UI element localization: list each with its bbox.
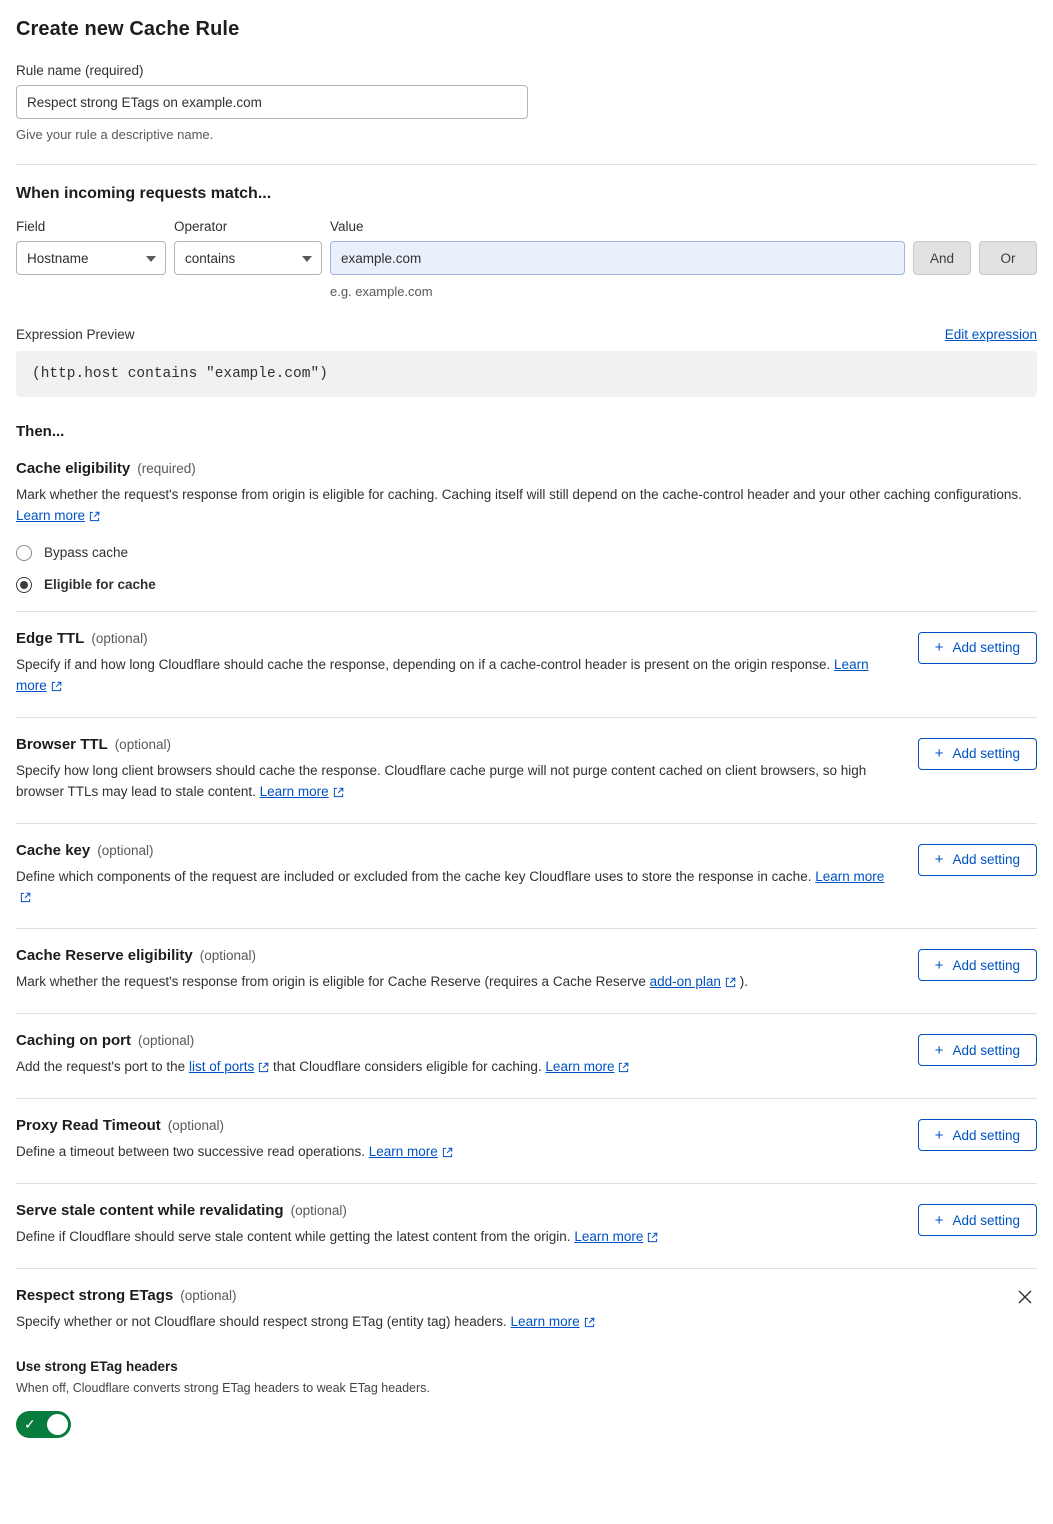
add-setting-button-browser-ttl[interactable] xyxy=(918,738,1037,770)
setting-description-text: Define which components of the request are included or excluded from the cache key Cloudflare uses to store the response in cache. xyxy=(16,868,812,884)
setting-caching-on-port xyxy=(16,1013,1037,1098)
setting-description xyxy=(16,1227,886,1250)
setting-title: Serve stale content while revalidating xyxy=(16,1202,284,1220)
setting-description-text: Define a timeout between two successive read operations. xyxy=(16,1144,365,1160)
add-setting-button-proxy-read-timeout[interactable] xyxy=(918,1119,1037,1151)
field-label: Field xyxy=(16,219,46,234)
setting-cache-key xyxy=(16,823,1037,929)
or-group xyxy=(979,219,1037,275)
value-hint: e.g. example.com xyxy=(330,284,433,299)
setting-optional: (optional) xyxy=(167,1118,225,1134)
radio-eligible-for-cache[interactable] xyxy=(16,577,1037,593)
setting-edge-ttl xyxy=(16,611,1037,717)
setting-title: Proxy Read Timeout xyxy=(16,1117,161,1135)
add-setting-label: Add setting xyxy=(952,746,1020,762)
setting-description xyxy=(16,972,886,995)
setting-proxy-read-timeout-info xyxy=(16,1117,898,1165)
setting-optional: (optional) xyxy=(199,948,257,964)
operator-select[interactable] xyxy=(174,241,322,275)
radio-icon xyxy=(16,545,32,561)
add-setting-label: Add setting xyxy=(952,852,1020,868)
plus-icon: + xyxy=(934,1041,944,1059)
setting-cache-reserve-info xyxy=(16,947,898,995)
learn-more-link[interactable]: Learn more xyxy=(16,507,86,523)
rule-name-help: Give your rule a descriptive name. xyxy=(16,127,214,142)
radio-icon-selected xyxy=(16,577,32,593)
field-select-value: Hostname xyxy=(27,250,89,266)
setting-description-before: Mark whether the request's response from origin is eligible for Cache Reserve (requires a Cache Reserve xyxy=(16,974,646,990)
setting-description xyxy=(16,1142,886,1165)
setting-browser-ttl xyxy=(16,717,1037,823)
external-link-icon xyxy=(442,1144,453,1165)
setting-caching-on-port-info xyxy=(16,1032,898,1080)
add-setting-button-cache-reserve[interactable] xyxy=(918,949,1037,981)
divider-1 xyxy=(16,164,1037,165)
setting-description xyxy=(16,867,886,911)
setting-cache-key-header xyxy=(16,842,898,859)
setting-description xyxy=(16,1057,886,1080)
etags-toggle-description: When off, Cloudflare converts strong ETag headers to weak ETag headers. xyxy=(16,1380,430,1395)
etags-description xyxy=(16,1312,886,1335)
setting-optional: (optional) xyxy=(138,1033,195,1049)
setting-cache-key-info xyxy=(16,842,898,911)
setting-serve-stale-info xyxy=(16,1202,898,1250)
learn-more-link[interactable]: Learn more xyxy=(545,1059,615,1075)
external-link-icon xyxy=(89,508,100,529)
cache-eligibility-description-text: Mark whether the request's response from origin is eligible for caching. Caching itself will still depend on the cache-control header and your other caching configurations. xyxy=(16,487,1022,502)
or-button[interactable]: Or xyxy=(979,241,1037,275)
setting-description-after: ). xyxy=(739,974,748,990)
check-icon: ✓ xyxy=(24,1416,36,1433)
radio-bypass-cache[interactable] xyxy=(16,545,1037,561)
learn-more-link[interactable]: Learn more xyxy=(16,656,869,693)
etags-optional: (optional) xyxy=(180,1288,237,1304)
list-of-ports-link[interactable]: list of ports xyxy=(188,1059,255,1075)
setting-browser-ttl-header xyxy=(16,736,898,753)
plus-icon: + xyxy=(934,956,944,974)
field-group xyxy=(16,219,166,275)
setting-description-text: Specify if and how long Cloudflare should cache the response, depending on if a cache-control header is present on the origin response. xyxy=(16,656,831,672)
field-select[interactable] xyxy=(16,241,166,275)
expression-preview-label: Expression Preview xyxy=(16,327,135,342)
operator-group xyxy=(174,219,322,275)
value-label: Value xyxy=(330,219,364,234)
plus-icon: + xyxy=(934,1211,944,1229)
value-group xyxy=(330,219,905,299)
operator-select-value: contains xyxy=(185,250,236,266)
rule-name-input[interactable] xyxy=(16,85,528,119)
cache-eligibility-description xyxy=(16,485,1026,529)
setting-description-text: Specify how long client browsers should cache the response. Cloudflare cache purge will not purge content cached on client browsers, so high browser TTLs may lead to stale content. xyxy=(16,762,867,799)
value-input[interactable] xyxy=(330,241,905,275)
plus-icon: + xyxy=(934,851,944,869)
setting-serve-stale-header xyxy=(16,1202,898,1219)
plus-icon: + xyxy=(934,745,944,763)
cache-eligibility-header xyxy=(16,460,1037,477)
setting-optional: (optional) xyxy=(97,842,154,858)
setting-respect-strong-etags xyxy=(16,1268,1037,1448)
etags-title: Respect strong ETags xyxy=(16,1287,174,1305)
cache-eligibility-required: (required) xyxy=(137,461,196,476)
setting-edge-ttl-header xyxy=(16,630,898,647)
setting-proxy-read-timeout xyxy=(16,1098,1037,1183)
external-link-icon xyxy=(584,1314,595,1335)
setting-optional: (optional) xyxy=(91,630,148,646)
setting-title: Browser TTL xyxy=(16,735,108,753)
setting-cache-reserve-header xyxy=(16,947,898,964)
match-section-title: When incoming requests match... xyxy=(16,185,272,202)
setting-edge-ttl-info xyxy=(16,630,898,699)
learn-more-link[interactable]: Learn more xyxy=(574,1229,644,1245)
learn-more-link[interactable]: Learn more xyxy=(815,868,885,884)
setting-description-text: Define if Cloudflare should serve stale content while getting the latest content from the origin. xyxy=(16,1229,571,1245)
learn-more-link[interactable]: Learn more xyxy=(510,1314,580,1330)
add-setting-label: Add setting xyxy=(952,1127,1020,1143)
setting-title: Cache Reserve eligibility xyxy=(16,947,193,965)
use-strong-etag-headers-toggle[interactable] xyxy=(16,1411,71,1438)
edit-expression-link[interactable]: Edit expression xyxy=(944,327,1037,342)
add-setting-button-caching-on-port[interactable] xyxy=(918,1034,1037,1066)
expression-header xyxy=(16,327,1037,342)
etags-header xyxy=(16,1287,1037,1304)
learn-more-link[interactable]: Learn more xyxy=(259,783,329,799)
match-row xyxy=(16,219,1037,299)
external-link-icon xyxy=(333,784,344,805)
setting-cache-reserve xyxy=(16,928,1037,1013)
setting-browser-ttl-info xyxy=(16,736,898,805)
setting-description-after: that Cloudflare considers eligible for caching. xyxy=(273,1059,542,1075)
then-title: Then... xyxy=(16,423,65,440)
add-setting-label: Add setting xyxy=(952,640,1020,656)
add-setting-button-cache-key[interactable] xyxy=(918,844,1037,876)
setting-optional: (optional) xyxy=(114,736,171,752)
external-link-icon xyxy=(258,1059,269,1080)
setting-serve-stale xyxy=(16,1183,1037,1268)
setting-description xyxy=(16,761,886,805)
operator-label: Operator xyxy=(174,219,228,234)
expression-preview: (http.host contains "example.com") xyxy=(16,351,1037,397)
plus-icon: + xyxy=(934,1126,944,1144)
radio-bypass-cache-label: Bypass cache xyxy=(44,545,129,561)
chevron-down-icon xyxy=(146,256,156,262)
toggle-knob xyxy=(47,1414,68,1435)
setting-optional: (optional) xyxy=(290,1203,347,1219)
setting-proxy-read-timeout-header xyxy=(16,1117,898,1134)
external-link-icon xyxy=(20,889,31,910)
rule-name-group xyxy=(16,63,1037,142)
and-button[interactable]: And xyxy=(913,241,971,275)
external-link-icon xyxy=(618,1059,629,1080)
setting-title: Caching on port xyxy=(16,1032,131,1050)
add-setting-label: Add setting xyxy=(952,957,1020,973)
setting-title: Cache key xyxy=(16,841,91,859)
external-link-icon xyxy=(51,678,62,699)
chevron-down-icon xyxy=(302,256,312,262)
add-setting-button-edge-ttl[interactable] xyxy=(918,632,1037,664)
page-title: Create new Cache Rule xyxy=(16,18,240,40)
cache-eligibility-title: Cache eligibility xyxy=(16,460,131,477)
external-link-icon xyxy=(725,974,736,995)
close-icon[interactable] xyxy=(1015,1287,1035,1307)
add-setting-button-serve-stale[interactable] xyxy=(918,1204,1037,1236)
add-on-plan-link[interactable]: add-on plan xyxy=(649,974,721,990)
and-group xyxy=(913,219,971,275)
etags-toggle-label: Use strong ETag headers xyxy=(16,1358,178,1374)
cache-eligibility-block xyxy=(16,460,1037,611)
setting-title: Edge TTL xyxy=(16,629,85,647)
rule-name-label: Rule name (required) xyxy=(16,63,144,78)
external-link-icon xyxy=(647,1229,658,1250)
add-setting-label: Add setting xyxy=(952,1212,1020,1228)
add-setting-label: Add setting xyxy=(952,1042,1020,1058)
radio-eligible-for-cache-label: Eligible for cache xyxy=(44,577,156,593)
learn-more-link[interactable]: Learn more xyxy=(368,1144,438,1160)
setting-description xyxy=(16,655,886,699)
setting-description-before: Add the request's port to the xyxy=(16,1059,186,1075)
setting-caching-on-port-header xyxy=(16,1032,898,1049)
plus-icon: + xyxy=(934,639,944,657)
etags-description-text: Specify whether or not Cloudflare should respect strong ETag (entity tag) headers. xyxy=(16,1314,507,1330)
